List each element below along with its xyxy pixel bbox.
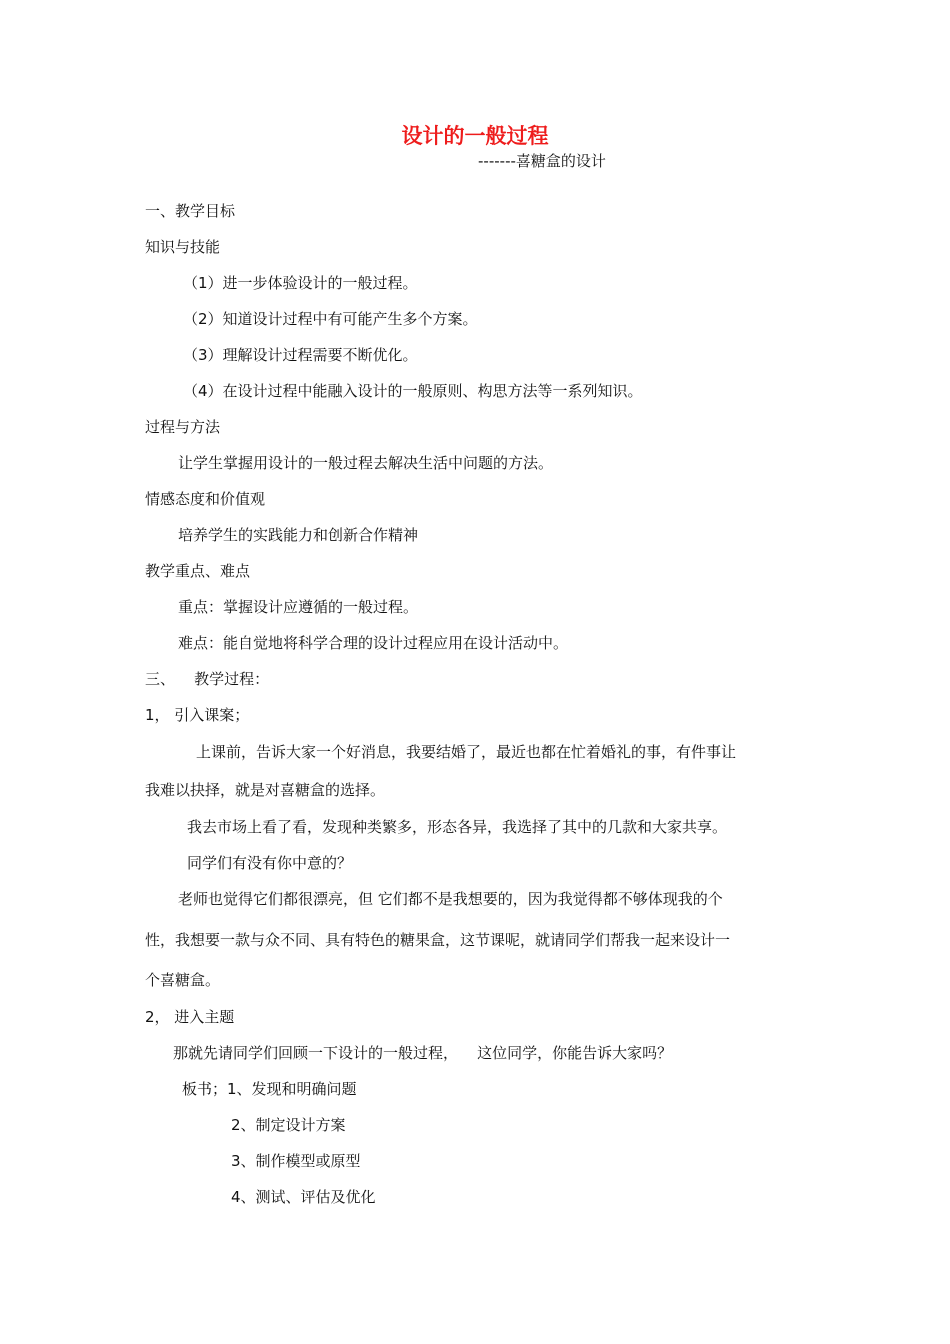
step1-paragraph-line: 个喜糖盒。 [145,971,221,989]
step1-paragraph: 我去市场上看了看，发现种类繁多，形态各异，我选择了其中的几款和大家共享。 [187,818,728,836]
board-item: 2、制定设计方案 [231,1116,346,1134]
step1-paragraph-line: 上课前，告诉大家一个好消息，我要结婚了，最近也都在忙着婚礼的事，有件事让 [196,743,737,761]
step1-paragraph: 同学们有没有你中意的？ [187,854,353,872]
section1-heading: 一、教学目标 [145,202,236,220]
difficult-point: 难点：能自觉地将科学合理的设计过程应用在设计活动中。 [178,634,569,652]
knowledge-item: （3）理解设计过程需要不断优化。 [183,346,418,364]
step1-paragraph-line: 性，我想要一款与众不同、具有特色的糖果盒，这节课呢，就请同学们帮我一起来设计一 [145,931,731,949]
emotion-heading: 情感态度和价值观 [145,490,266,508]
step1-paragraph-line: 老师也觉得它们都很漂亮，但 它们都不是我想要的，因为我觉得都不够体现我的个 [178,890,723,908]
knowledge-heading: 知识与技能 [145,238,221,256]
step1-paragraph-line: 我难以抉择，就是对喜糖盒的选择。 [145,781,386,799]
key-heading: 教学重点、难点 [145,562,251,580]
knowledge-item: （1）进一步体验设计的一般过程。 [183,274,418,292]
document-title: 设计的一般过程 [401,124,549,148]
knowledge-item: （2）知道设计过程中有可能产生多个方案。 [183,310,478,328]
emotion-text: 培养学生的实践能力和创新合作精神 [178,526,419,544]
section3-heading: 三、 教学过程： [145,670,270,688]
board-item: 4、测试、评估及优化 [231,1188,376,1206]
key-point: 重点：掌握设计应遵循的一般过程。 [178,598,419,616]
process-heading: 过程与方法 [145,418,221,436]
step2-paragraph: 那就先请同学们回顾一下设计的一般过程， 这位同学，你能告诉大家吗？ [173,1044,673,1062]
process-text: 让学生掌握用设计的一般过程去解决生活中问题的方法。 [178,454,554,472]
step2-heading: 2， 进入主题 [145,1008,235,1026]
board-item: 3、制作模型或原型 [231,1152,361,1170]
document-subtitle: -------喜糖盒的设计 [478,152,606,170]
knowledge-item: （4）在设计过程中能融入设计的一般原则、构思方法等一系列知识。 [183,382,643,400]
board-item: 板书；1、发现和明确问题 [182,1080,357,1098]
step1-heading: 1， 引入课案； [145,706,250,724]
